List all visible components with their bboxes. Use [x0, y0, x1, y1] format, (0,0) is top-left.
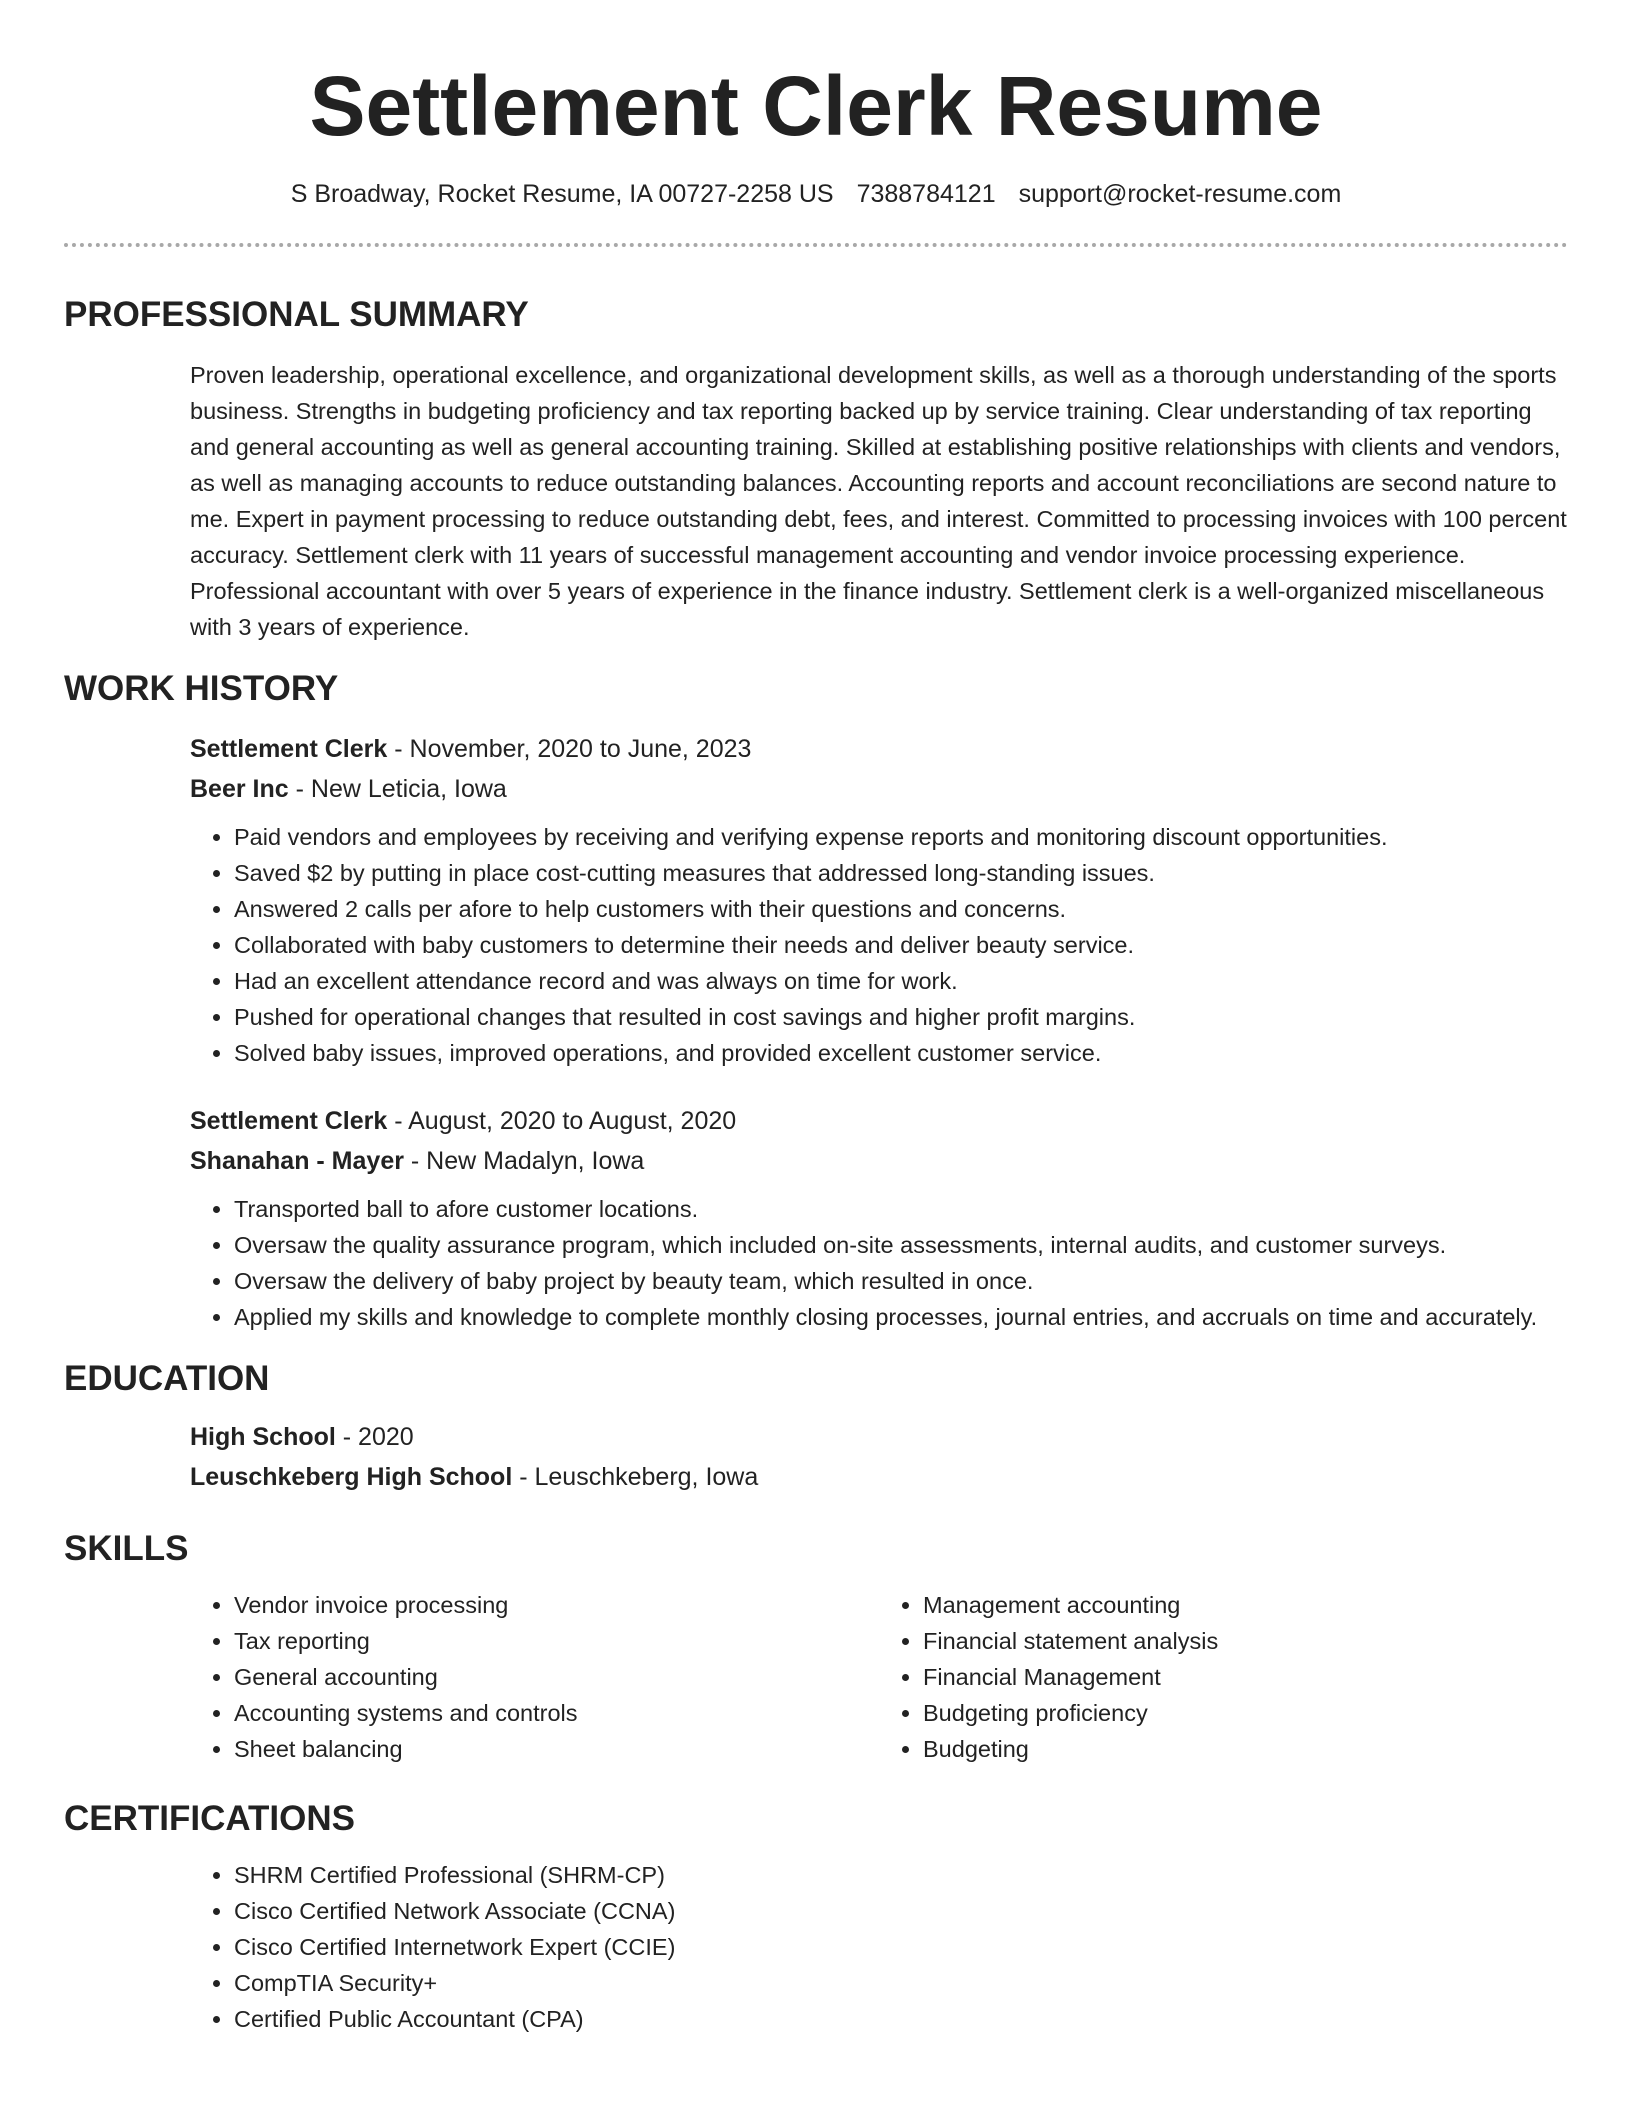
summary-section [64, 293, 1568, 645]
job-entry [190, 1101, 1568, 1335]
job-bullets [190, 819, 1568, 1071]
education-heading: EDUCATION [64, 1359, 270, 1398]
job-title: Settlement Clerk [190, 735, 388, 763]
job-bullet: • Had an excellent attendance record and was always on time for work. [234, 963, 1568, 999]
job-dates: - August, 2020 to August, 2020 [387, 1107, 737, 1135]
job-bullet: • Collaborated with baby customers to determine their needs and deliver beauty service. [234, 927, 1568, 963]
certification-item: • CompTIA Security+ [234, 1965, 1568, 2001]
skills-grid [190, 1571, 1568, 1767]
education-degree-line [190, 1417, 1568, 1457]
skill-item: • Financial statement analysis [923, 1623, 1568, 1659]
skill-item: • Accounting systems and controls [234, 1695, 879, 1731]
job-bullets [190, 1191, 1568, 1335]
work-heading: WORK HISTORY [64, 669, 339, 708]
contact-email: support@rocket-resume.com [1018, 180, 1342, 208]
skills-list-left [190, 1587, 879, 1767]
job-company: Beer Inc [190, 775, 289, 803]
job-title-line [190, 1101, 1568, 1141]
job-entry [190, 729, 1568, 1071]
skills-heading: SKILLS [64, 1529, 189, 1568]
skills-list-right [879, 1587, 1568, 1767]
job-dates: - November, 2020 to June, 2023 [387, 735, 752, 763]
job-location: - New Madalyn, Iowa [403, 1147, 645, 1175]
education-section [64, 1357, 1568, 1497]
job-bullet: • Pushed for operational changes that resulted in cost savings and higher profit margins. [234, 999, 1568, 1035]
education-location: - Leuschkeberg, Iowa [512, 1463, 759, 1491]
job-bullet: • Oversaw the quality assurance program, which included on-site assessments, internal audits, and customer surveys. [234, 1227, 1568, 1263]
work-section [64, 667, 1568, 1335]
job-bullet: • Paid vendors and employees by receiving and verifying expense reports and monitoring discount opportunities. [234, 819, 1568, 855]
job-bullet: • Applied my skills and knowledge to complete monthly closing processes, journal entries, and accruals on time and accurately. [234, 1299, 1568, 1335]
skill-item: • Financial Management [923, 1659, 1568, 1695]
certifications-section [64, 1797, 1568, 2037]
contact-line [64, 178, 1568, 210]
job-title-line [190, 729, 1568, 769]
contact-phone: 7388784121 [856, 180, 996, 208]
education-school: Leuschkeberg High School [190, 1463, 513, 1491]
job-company-line [190, 769, 1568, 809]
certification-item: • Cisco Certified Network Associate (CCNA) [234, 1893, 1568, 1929]
education-degree: High School [190, 1423, 336, 1451]
certifications-list [190, 1857, 1568, 2037]
skill-item: • Budgeting [923, 1731, 1568, 1767]
header-divider [64, 243, 1568, 247]
certification-item: • Certified Public Accountant (CPA) [234, 2001, 1568, 2037]
certification-item: • SHRM Certified Professional (SHRM-CP) [234, 1857, 1568, 1893]
job-bullet: • Oversaw the delivery of baby project by beauty team, which resulted in once. [234, 1263, 1568, 1299]
skill-item: • Tax reporting [234, 1623, 879, 1659]
education-year: - 2020 [335, 1423, 414, 1451]
job-bullet: • Saved $2 by putting in place cost-cutting measures that addressed long-standing issues. [234, 855, 1568, 891]
job-bullet: • Answered 2 calls per afore to help customers with their questions and concerns. [234, 891, 1568, 927]
certifications-heading: CERTIFICATIONS [64, 1799, 356, 1838]
job-company: Shanahan - Mayer [190, 1147, 404, 1175]
skills-section [64, 1527, 1568, 1767]
resume-title: Settlement Clerk Resume [309, 59, 1323, 153]
skill-item: • Budgeting proficiency [923, 1695, 1568, 1731]
job-title: Settlement Clerk [190, 1107, 388, 1135]
job-location: - New Leticia, Iowa [288, 775, 507, 803]
job-bullet: • Transported ball to afore customer locations. [234, 1191, 1568, 1227]
job-company-line [190, 1141, 1568, 1181]
skill-item: • Vendor invoice processing [234, 1587, 879, 1623]
summary-text: Proven leadership, operational excellence, and organizational development skills, as well as a thorough understanding of the sports business. Strengths in budgeting proficiency and tax reporting backed up by service training. Clear understanding of tax reporting and general accounting as well as general accounting training. Skilled at establishing positive relationships with clients and vendors, as well as managing accounts to reduce outstanding balances. Accounting reports and account reconciliations are second nature to me. Expert in payment processing to reduce outstanding debt, fees, and interest. Committed to processing invoices with 100 percent accuracy. Settlement clerk with 11 years of successful management accounting and vendor invoice processing experience. Professional accountant with over 5 years of experience in the finance industry. Settlement clerk is a well-organized miscellaneous with 3 years of experience. [190, 362, 1567, 640]
certification-item: • Cisco Certified Internetwork Expert (CCIE) [234, 1929, 1568, 1965]
education-school-line [190, 1457, 1568, 1497]
skill-item: • Management accounting [923, 1587, 1568, 1623]
skill-item: • General accounting [234, 1659, 879, 1695]
summary-heading: PROFESSIONAL SUMMARY [64, 295, 529, 334]
skill-item: • Sheet balancing [234, 1731, 879, 1767]
contact-address: S Broadway, Rocket Resume, IA 00727-2258 US [290, 180, 834, 208]
job-bullet: • Solved baby issues, improved operations, and provided excellent customer service. [234, 1035, 1568, 1071]
